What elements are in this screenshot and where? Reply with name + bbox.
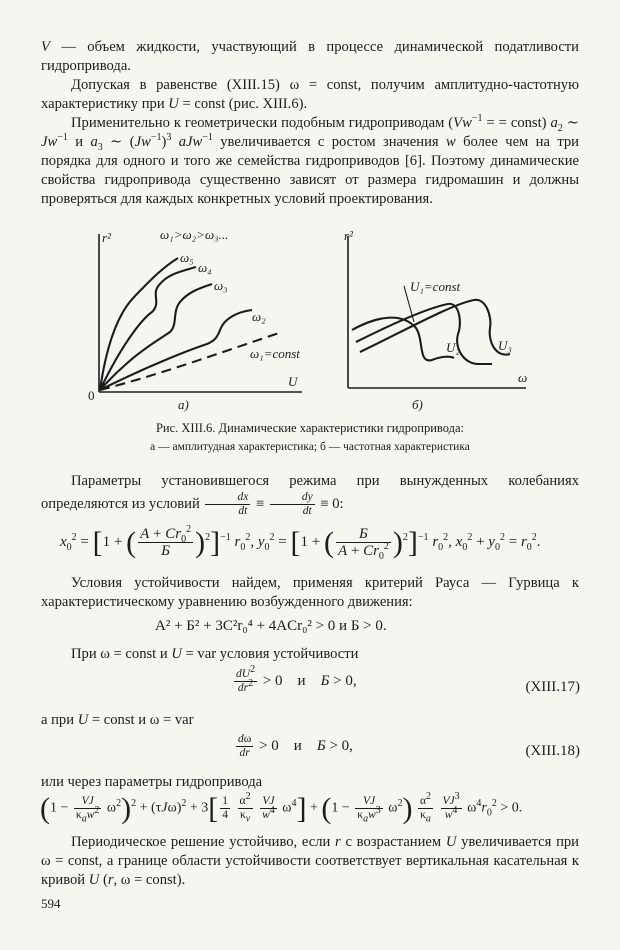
hydraulic-stability-formula: (1 − $\frac{VJ}{\kappa_aw^2}$ $\omega^2)^2 + (\tau J\omega)^2 + 3$[ $\frac{1}{4}$ $\frac{\alpha^2}{\kappa_v}$ $\frac{VJ}{w^4}$ $\omega^4] + (1$ − $\frac{VJ}{\kappa_aw^3}$ $\omega^2$) $\frac{\alpha^2}{\kappa_a}$ $\frac{VJ^3}{w^4}$ $\omega^4r_0^2 > 0$. <box>40 791 523 825</box>
left-panel-label: а) <box>178 397 189 412</box>
omega-order-label: ω₁>ω₂>ω₃... <box>160 227 229 242</box>
page-number: 594 <box>41 896 61 911</box>
figure-xiii-6 <box>82 224 542 420</box>
label-omega4: ω₄ <box>198 260 212 275</box>
left-x-label: U <box>288 374 298 389</box>
left-panel <box>88 227 302 412</box>
condition-18: $\frac{d\omega}{dr}$ > 0 и Б > 0, <box>238 733 353 759</box>
figure-svg <box>82 224 542 420</box>
equation-number-17: (XIII.17) <box>525 679 580 695</box>
label-u1: U₁=const <box>410 279 461 294</box>
figure-caption: Рис. XIII.6. Динамические характеристики гидропривода: <box>155 421 465 435</box>
steady-state-formula: $x_0^2 = [1$ + ( $\frac{A + Cr_0^2}{Б}$ )$^2$]$^{-1}$ $r_0^2$, $y_0^2 = [1$ + ( $\frac{Б}{A + Cr_0^2}$ )$^2$]$^{-1}$ $r_0^2$, $x_0^2 + y_0^2 = r_0^2$. <box>60 524 541 562</box>
condition-17: $\frac{dU^2}{dr^2}$ > 0 и Б > 0, <box>236 664 357 694</box>
figure-subcaption: а — амплитудная характеристика; б — частотная характеристика <box>150 441 470 453</box>
equation-number-18: (XIII.18) <box>525 743 580 759</box>
paragraph-7: а при U = const и ω = var <box>41 712 194 728</box>
paragraph-6: При ω = const и U = var условия устойчивости <box>71 646 359 662</box>
label-omega2: ω₂ <box>252 309 266 324</box>
label-omega3: ω₃ <box>214 278 228 293</box>
paragraph-5: Условия устойчивости найдем, применяя критерий Рауса — Гурвица к характеристическому уравнению возбужденного движения: <box>41 575 579 610</box>
curve-u1 <box>352 318 454 361</box>
label-omega1: ω₁=const <box>250 346 300 361</box>
paragraph-3: Применительно к геометрически подобным гидроприводам ($Vw^{-1}$ = = const) $a_2$ ∼ $Jw^{-1}$ и $a_3$ ∼ $(Jw^{-1})^3$ aJw$^{-1}$ увеличивается с ростом значения w более чем на три порядка для одного и того же семейства гидроприводов [6]. Поэтому динамические свойства гидропривода существенно зависят от размера гидромашин и должны проверяться для каждых конкретных условий проектирования. <box>41 113 579 207</box>
right-y-label: r² <box>344 228 353 243</box>
paragraph-9: Периодическое решение устойчиво, если r с возрастанием U увеличивается при ω = const, а границе области устойчивости соответствует вертикальная касательная к кривой U (r, ω = const). <box>41 834 579 888</box>
right-x-label: ω <box>518 370 528 385</box>
paragraph-4: Параметры установившегося режима при вынужденных колебаниях определяются из условий $\frac{dx}{dt}$ ≡ $\frac{dy}{dt}$ ≡ 0: <box>41 473 579 517</box>
left-origin: 0 <box>88 388 95 403</box>
paragraph-1: V — объем жидкости, участвующий в процессе динамической податливости гидропривода. <box>41 39 579 74</box>
label-omega5: ω₅ <box>180 250 194 265</box>
paragraph-2: Допуская в равенстве (XIII.15) ω = const, получим амплитудно-частотную характеристику при U = const (рис. XIII.6). <box>41 77 579 112</box>
right-panel <box>344 228 527 412</box>
paragraph-8: или через параметры гидропривода <box>41 774 263 790</box>
left-y-label: r² <box>102 230 111 245</box>
right-panel-label: б) <box>412 397 423 412</box>
label-u3: U₃ <box>498 338 512 353</box>
stability-condition-formula: A² + Б² + 3C²r₀⁴ + 4ACr₀² > 0 и Б > 0. <box>155 618 387 634</box>
label-u2: U₂ <box>446 340 460 355</box>
